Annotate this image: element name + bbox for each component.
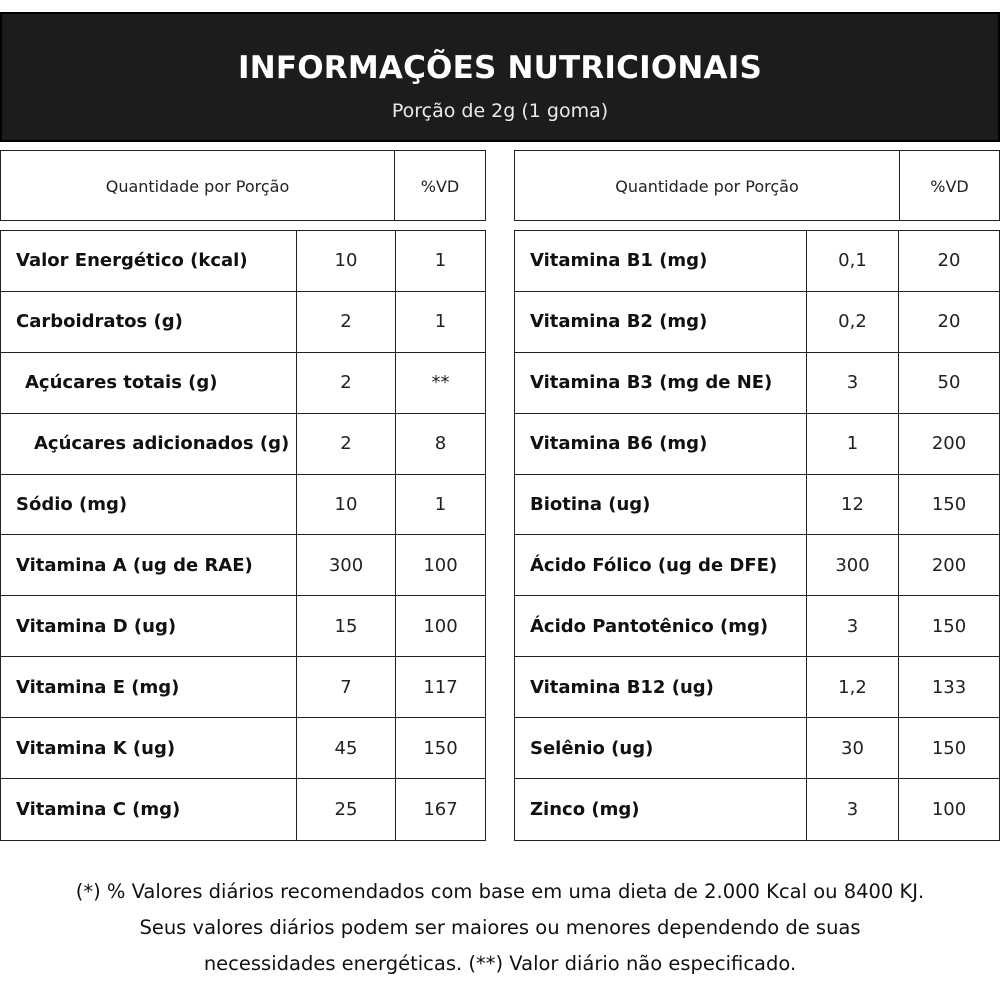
table-row bbox=[515, 779, 999, 840]
nutrient-name: Vitamina B12 (ug) bbox=[515, 657, 807, 717]
nutrient-name: Vitamina A (ug de RAE) bbox=[1, 535, 297, 595]
nutrient-name: Vitamina B3 (mg de NE) bbox=[515, 353, 807, 413]
nutrient-quantity: 1,2 bbox=[807, 657, 899, 717]
nutrient-name: Vitamina E (mg) bbox=[1, 657, 297, 717]
table-row bbox=[515, 718, 999, 779]
nutrient-quantity: 2 bbox=[297, 414, 396, 474]
nutrient-vd: 50 bbox=[937, 372, 961, 394]
nutrient-quantity: 300 bbox=[297, 535, 396, 595]
nutrient-vd: 150 bbox=[931, 737, 967, 759]
nutrient-quantity: 10 bbox=[297, 475, 396, 535]
table-row bbox=[515, 475, 999, 536]
nutrient-vd: 150 bbox=[931, 494, 967, 515]
nutrient-name: Vitamina B2 (mg) bbox=[515, 292, 807, 352]
nutrient-name: Vitamina B1 (mg) bbox=[515, 231, 807, 291]
table-row bbox=[1, 475, 485, 536]
nutrient-name: Biotina (ug) bbox=[515, 475, 807, 535]
table-row bbox=[515, 353, 999, 414]
table-row bbox=[1, 292, 485, 353]
nutrient-vd: 200 bbox=[931, 554, 967, 576]
nutrient-name: Vitamina K (ug) bbox=[1, 718, 297, 778]
column-header-quantity: Quantidade por Porção bbox=[515, 151, 900, 221]
nutrient-quantity: 3 bbox=[807, 353, 899, 413]
nutrient-vd: 100 bbox=[423, 554, 458, 576]
right-nutrient-table bbox=[514, 230, 1000, 841]
nutrient-name: Carboidratos (g) bbox=[1, 292, 297, 352]
nutrient-vd: 150 bbox=[931, 615, 967, 637]
nutrient-vd: 167 bbox=[423, 798, 458, 820]
nutrient-quantity: 30 bbox=[807, 718, 899, 778]
serving-size: Porção de 2g (1 goma) bbox=[391, 100, 609, 122]
nutrient-vd: 100 bbox=[423, 615, 458, 637]
nutrient-vd: 1 bbox=[434, 494, 447, 515]
footnote-line: necessidades energéticas. (**) Valor diário não especificado. bbox=[203, 952, 797, 975]
nutrient-quantity: 25 bbox=[297, 779, 396, 840]
nutrient-name: Vitamina B6 (mg) bbox=[515, 414, 807, 474]
nutrient-vd: ** bbox=[431, 372, 450, 394]
nutrient-name: Vitamina D (ug) bbox=[1, 596, 297, 656]
table-row bbox=[1, 535, 485, 596]
nutrient-name: Selênio (ug) bbox=[515, 718, 807, 778]
table-row bbox=[515, 231, 999, 292]
nutrient-quantity: 15 bbox=[297, 596, 396, 656]
table-row bbox=[515, 292, 999, 353]
nutrient-vd: 100 bbox=[931, 798, 967, 820]
nutrient-name: Vitamina C (mg) bbox=[1, 779, 297, 840]
column-header-vd: %VD bbox=[930, 176, 969, 196]
nutrient-vd: 20 bbox=[937, 311, 961, 333]
nutrient-vd: 1 bbox=[434, 311, 447, 333]
nutrient-quantity: 10 bbox=[297, 231, 396, 291]
nutrient-quantity: 0,2 bbox=[807, 292, 899, 352]
nutrient-vd: 20 bbox=[937, 250, 961, 272]
column-header-vd: %VD bbox=[420, 176, 460, 196]
table-row bbox=[1, 231, 485, 292]
left-nutrient-table bbox=[0, 230, 486, 841]
nutrient-quantity: 3 bbox=[807, 596, 899, 656]
table-row bbox=[515, 657, 999, 718]
footnote-line: (*) % Valores diários recomendados com base em uma dieta de 2.000 Kcal ou 8400 KJ. bbox=[75, 880, 925, 903]
footnote bbox=[0, 874, 1000, 982]
nutrient-vd: 150 bbox=[423, 737, 458, 759]
table-row bbox=[1, 779, 485, 840]
table-row bbox=[1, 353, 485, 414]
nutrient-quantity: 3 bbox=[807, 779, 899, 840]
nutrient-name: Ácido Fólico (ug de DFE) bbox=[515, 535, 807, 595]
nutrient-name: Açúcares adicionados (g) bbox=[1, 414, 297, 474]
nutrient-quantity: 0,1 bbox=[807, 231, 899, 291]
table-row bbox=[515, 596, 999, 657]
nutrient-name: Zinco (mg) bbox=[515, 779, 807, 840]
nutrient-vd: 200 bbox=[931, 433, 967, 455]
nutrient-quantity: 45 bbox=[297, 718, 396, 778]
right-table-header bbox=[514, 150, 1000, 221]
nutrient-quantity: 300 bbox=[807, 535, 899, 595]
column-header-quantity: Quantidade por Porção bbox=[1, 151, 395, 221]
nutrient-name: Ácido Pantotênico (mg) bbox=[515, 596, 807, 656]
nutrient-name: Valor Energético (kcal) bbox=[1, 231, 297, 291]
nutrition-header bbox=[0, 12, 1000, 142]
table-row bbox=[1, 718, 485, 779]
nutrient-quantity: 2 bbox=[297, 292, 396, 352]
nutrient-vd: 133 bbox=[931, 676, 967, 698]
table-row bbox=[515, 535, 999, 596]
footnote-line: Seus valores diários podem ser maiores ou menores dependendo de suas bbox=[139, 916, 861, 939]
nutrient-quantity: 7 bbox=[297, 657, 396, 717]
table-row bbox=[1, 596, 485, 657]
nutrient-vd: 8 bbox=[434, 433, 447, 455]
nutrient-vd: 1 bbox=[434, 250, 447, 272]
nutrient-name: Açúcares totais (g) bbox=[1, 353, 297, 413]
page-title: INFORMAÇÕES NUTRICIONAIS bbox=[237, 50, 763, 86]
nutrient-quantity: 2 bbox=[297, 353, 396, 413]
table-row bbox=[1, 657, 485, 718]
nutrient-name: Sódio (mg) bbox=[1, 475, 297, 535]
nutrient-quantity: 1 bbox=[807, 414, 899, 474]
nutrient-quantity: 12 bbox=[807, 475, 899, 535]
left-table-header bbox=[0, 150, 486, 221]
nutrient-vd: 117 bbox=[423, 676, 458, 698]
table-row bbox=[1, 414, 485, 475]
table-row bbox=[515, 414, 999, 475]
